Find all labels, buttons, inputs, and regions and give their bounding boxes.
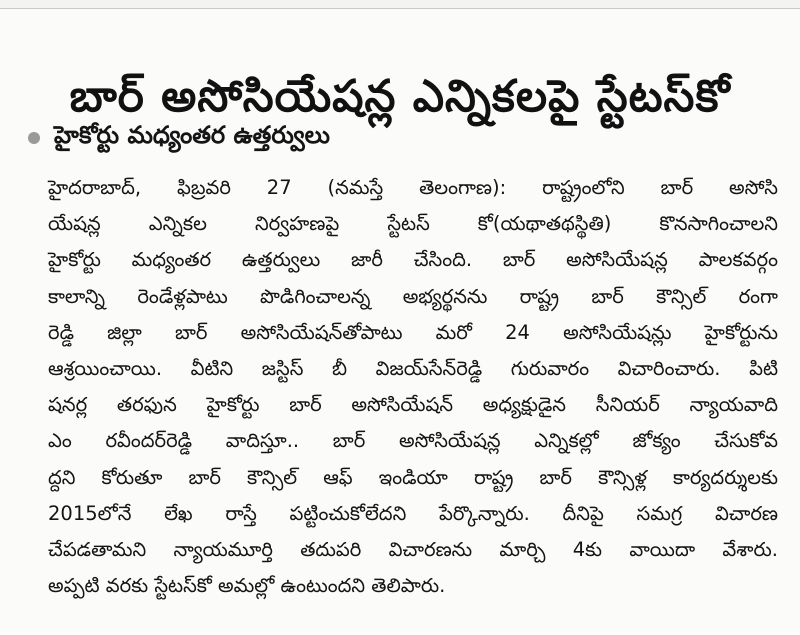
body-line-8: ఎం రవీందర్‌రెడ్డి వాదిస్తూ.. బార్ అసోసియేషన్ల ఎన్నికల్లో జోక్యం చేసుకోవ <box>48 429 778 453</box>
bullet-icon <box>28 132 40 144</box>
headline: బార్ అసోసియేషన్ల ఎన్నికలపై స్టేటస్‌కో <box>69 71 731 123</box>
subheadline: హైకోర్టు మధ్యంతర ఉత్తర్వులు <box>54 121 330 149</box>
body-line-7: షనర్ల తరఫున హైకోర్టు బార్ అసోసియేషన్ అధ్యక్షుడైన సీనియర్ న్యాయవాది <box>48 393 778 417</box>
body-line-9: ద్దని కోరుతూ బార్ కౌన్సిల్ ఆఫ్ ఇండియా రాష్ట్ర బార్ కౌన్సిళ్ల కార్యదర్శులకు <box>48 465 778 489</box>
body-line-1: హైదరాబాద్, ఫిబ్రవరి 27 (నమస్తే తెలంగాణ): రాష్ట్రంలోని బార్ అసోసి <box>48 176 778 199</box>
body-line-5: రెడ్డి జిల్లా బార్ అసోసియేషన్‌తోపాటు మరో 24 అసోసియేషన్లు హైకోర్టును <box>48 320 778 344</box>
body-line-12: అప్పటి వరకు స్టేటస్‌కో అమల్లో ఉంటుందని తెలిపారు. <box>48 574 446 598</box>
article-body <box>48 170 778 604</box>
top-edge-rule <box>0 0 800 9</box>
subheadline-row <box>28 118 330 158</box>
body-line-11: చేపడతామని న్యాయమూర్తి తదుపరి విచారణను మార్చి 4కు వాయిదా వేశారు. <box>48 537 778 561</box>
body-line-2: యేషన్ల ఎన్నికల నిర్వహణపై స్టేటస్ కో(యథాతథస్థితి) కొనసాగించాలని <box>48 212 778 236</box>
body-line-10: 2015లోనే లేఖ రాస్తే పట్టించుకోలేదని పేర్కొన్నారు. దీనిపై సమగ్ర విచారణ <box>48 501 778 525</box>
body-line-6: ఆశ్రయించాయి. వీటిని జస్టిస్ బీ విజయ్‌సేన్‌రెడ్డి గురువారం విచారించారు. పిటి <box>48 356 778 380</box>
body-line-4: కాలాన్ని రెండేళ్లపాటు పొడిగించాలన్న అభ్యర్థనను రాష్ట్ర బార్ కౌన్సిల్ రంగా <box>48 284 778 308</box>
body-line-3: హైకోర్టు మధ్యంతర ఉత్తర్వులు జారీ చేసింది. బార్ అసోసియేషన్ల పాలకవర్గం <box>48 248 778 272</box>
